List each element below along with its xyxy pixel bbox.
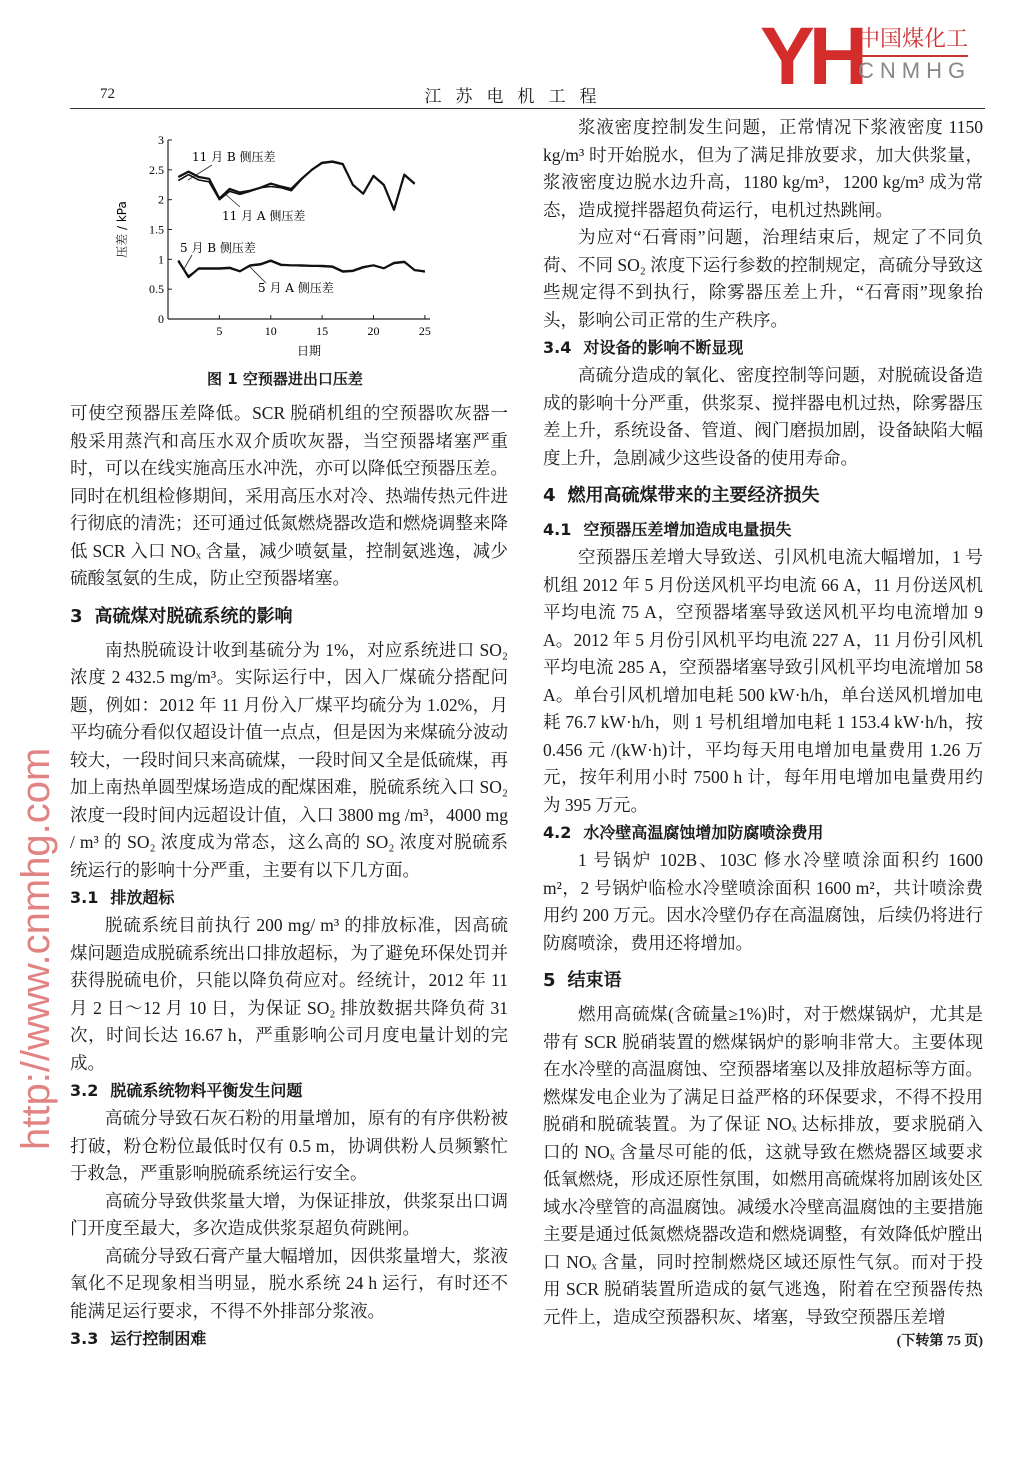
paragraph: 燃用高硫煤(含硫量≥1%)时，对于燃煤锅炉，尤其是带有 SCR 脱硝装置的燃煤锅炉的影响非常大。主要体现在水冷壁的高温腐蚀、空预器堵塞以及排放超标等方面。燃煤发电企业为了满足日益严格的环保要求，不得不投用脱硝和脱硫装置。为了保证 NOₓ 达标排放，要求脱硝入口的 NOₓ 含量尽可能的低，这就导致在燃烧器区域要求低氧燃烧，形成还原性氛围，如燃用高硫煤将加剧该处区域水冷壁管的高温腐蚀。减缓水冷壁高温腐蚀的主要措施主要是通过低氮燃烧器改造和燃烧调整，有效降低炉膛出口 NOₓ 含量，同时控制燃烧区域还原性气氛。而对于投用 SCR 脱硝装置所造成的氨气逃逸，附着在空预器传热元件上，造成空预器积灰、堵塞，导致空预器压差增 xyxy=(543,1004,983,1327)
header-rule xyxy=(70,108,985,109)
paragraph: 南热脱硫设计收到基硫分为 1%，对应系统进口 SO₂ 浓度 2 432.5 mg/m³。实际运行中，因入厂煤硫分搭配问题，例如：2012 年 11 月份入厂煤平均硫分为 1.02%，月平均硫分看似仅超设计值一点点，但是因为来煤硫分波动较大，一段时间只来高硫煤，一段时间又全是低硫煤，再加上南热单圆型煤场造成的配煤困难，脱硫系统入口 SO₂ 浓度一段时间内远超设计值，入口 3800 mg /m³，4000 mg / m³ 的 SO₂ 浓度成为常态，这么高的 SO₂ 浓度对脱硫系统运行的影响十分严重，主要有以下几方面。 xyxy=(70,639,508,880)
paragraph: 为应对“石膏雨”问题，治理结束后，规定了不同负荷、不同 SO₂ 浓度下运行参数的控制规定，高硫分导致这些规定得不到执行，除雾器压差上升，“石膏雨”现象抬头，影响公司正常的生产秩序。 xyxy=(543,227,983,330)
logo-mark: YH xyxy=(760,11,862,102)
continued-note: (下转第 75 页) xyxy=(896,1334,983,1349)
series-label: 11 月 B 侧压差 xyxy=(192,150,276,164)
paragraph: 高硫分导致供浆量大增，为保证排放，供浆泵出口调门开度至最大，多次造成供浆泵超负荷跳闸。 xyxy=(70,1190,508,1238)
section-heading-4: 4 燃用高硫煤带来的主要经济损失 xyxy=(543,485,820,506)
section-heading-4-1: 4.1 空预器压差增加造成电量损失 xyxy=(543,520,792,539)
paragraph: 1 号锅炉 102B、103C 修水冷壁喷涂面积约 1600 m²，2 号锅炉临检水冷壁喷涂面积 1600 m²，共计喷涂费用约 200 万元。因水冷壁仍存在高温腐蚀，后续仍将进行防腐喷涂，费用还将增加。 xyxy=(543,850,983,953)
paragraph: 高硫分导致石膏产量大幅增加，因供浆量增大，浆液氧化不足现象相当明显，脱水系统 24 h 运行，有时还不能满足运行要求，不得不外排部分浆液。 xyxy=(70,1245,508,1321)
paragraph: 脱硫系统目前执行 200 mg/ m³ 的排放标准，因高硫煤问题造成脱硫系统出口排放超标，为了避免环保处罚并获得脱硫电价，只能以降负荷应对。经统计，2012 年 11 月 2 日～12 月 10 日，为保证 SO₂ 排放数据共降负荷 31 次，时间长达 16.67 h，严重影响公司月度电量计划的完成。 xyxy=(70,915,508,1073)
paragraph: 高硫分导致石灰石粉的用量增加，原有的有序供粉被打破，粉仓粉位最低时仅有 0.5 m，协调供粉人员频繁忙于救急，严重影响脱硫系统运行安全。 xyxy=(70,1108,508,1183)
x-tick-label: 15 xyxy=(316,324,329,338)
x-tick-label: 20 xyxy=(367,324,380,338)
section-heading-3-1: 3.1 排放超标 xyxy=(70,888,175,907)
y-tick-label: 2 xyxy=(158,192,164,207)
series-line-4 xyxy=(178,261,425,276)
x-tick-label: 5 xyxy=(216,324,223,338)
x-axis-label: 日期 xyxy=(296,344,322,358)
section-heading-3: 3 高硫煤对脱硫系统的影响 xyxy=(70,605,293,627)
series-label-leader xyxy=(224,193,240,207)
y-axis-label: 压差 / kPa xyxy=(115,201,129,258)
paragraph: 浆液密度控制发生问题，正常情况下浆液密度 1150 kg/m³ 时开始脱水，但为了满足排放要求，加大供浆量，浆液密度边脱水边升高，1180 kg/m³，1200 kg/m³ 成为常态，造成搅拌器超负荷运行，电机过热跳闸。 xyxy=(543,117,983,220)
figure-caption: 图 1 空预器进出口压差 xyxy=(207,370,363,388)
section-heading-3-3: 3.3 运行控制困难 xyxy=(70,1329,207,1348)
page-number: 72 xyxy=(100,86,115,102)
x-tick-label: 25 xyxy=(418,324,431,338)
paragraph: 空预器压差增大导致送、引风机电流大幅增加，1 号机组 2012 年 5 月份送风机平均电流 66 A，11 月份送风机平均电流 75 A，空预器堵塞导致送风机平均电流增加 9 A。2012 年 5 月份引风机平均电流 227 A，11 月份引风机平均电流 285 A，空预器堵塞导致引风机平均电流增加 58 A。单台引风机增加电耗 500 kW·h/h，单台送风机增加电耗 76.7 kW·h/h，则 1 号机组增加电耗 1 153.4 kW·h/h，按 0.456 元 /(kW·h)计，平均每天用电增加电量费用 1.26 万元，按年利用小时 7500 h 计，每年用电增加电量费用约为 395 万元。 xyxy=(543,547,983,815)
right-column xyxy=(543,114,983,1353)
paragraph: 高硫分造成的氧化、密度控制等问题，对脱硫设备造成的影响十分严重，供浆泵、搅拌器电机过热，除雾器压差上升，系统设备、管道、阀门磨损加剧，设备缺陷大幅度上升，急剧减少这些设备的使用寿命。 xyxy=(543,365,983,468)
cnmhg-logo-watermark xyxy=(760,11,972,102)
logo-chinese-text: 中国煤化工 xyxy=(858,22,968,57)
series-label-leader xyxy=(184,255,192,269)
journal-title: 江苏电机工程 xyxy=(424,87,611,106)
left-column xyxy=(70,400,508,1353)
x-tick-label: 10 xyxy=(264,324,277,338)
y-tick-label: 0 xyxy=(158,312,164,326)
y-tick-label: 0.5 xyxy=(149,282,164,297)
url-watermark: http://www.cnmhg.com xyxy=(14,747,58,1150)
y-tick-label: 3 xyxy=(158,133,164,147)
section-heading-4-2: 4.2 水冷壁高温腐蚀增加防腐喷涂费用 xyxy=(543,823,824,842)
paragraph: 可使空预器压差降低。SCR 脱硝机组的空预器吹灰器一般采用蒸汽和高压水双介质吹灰器，当空预器堵塞严重时，可以在线实施高压水冲洗，亦可以降低空预器压差。同时在机组检修期间，采用高压水对冷、热端传热元件进行彻底的清洗；还可通过低氮燃烧器改造和燃烧调整来降低 SCR 入口 NOₓ 含量，减少喷氨量，控制氨逃逸，减少硫酸氢氨的生成，防止空预器堵塞。 xyxy=(70,403,508,588)
y-tick-label: 1 xyxy=(158,252,164,267)
series-label: 11 月 A 侧压差 xyxy=(222,209,306,223)
section-heading-5: 5 结束语 xyxy=(543,970,622,991)
series-label: 5 月 B 侧压差 xyxy=(180,241,256,255)
figure-1-chart xyxy=(100,125,460,365)
y-tick-label: 1.5 xyxy=(149,222,164,237)
y-tick-label: 2.5 xyxy=(149,162,164,177)
section-heading-3-2: 3.2 脱硫系统物料平衡发生问题 xyxy=(70,1081,303,1100)
logo-english-text: CNMHG xyxy=(858,58,972,83)
series-label: 5 月 A 侧压差 xyxy=(258,281,334,295)
section-heading-3-4: 3.4 对设备的影响不断显现 xyxy=(543,338,744,357)
